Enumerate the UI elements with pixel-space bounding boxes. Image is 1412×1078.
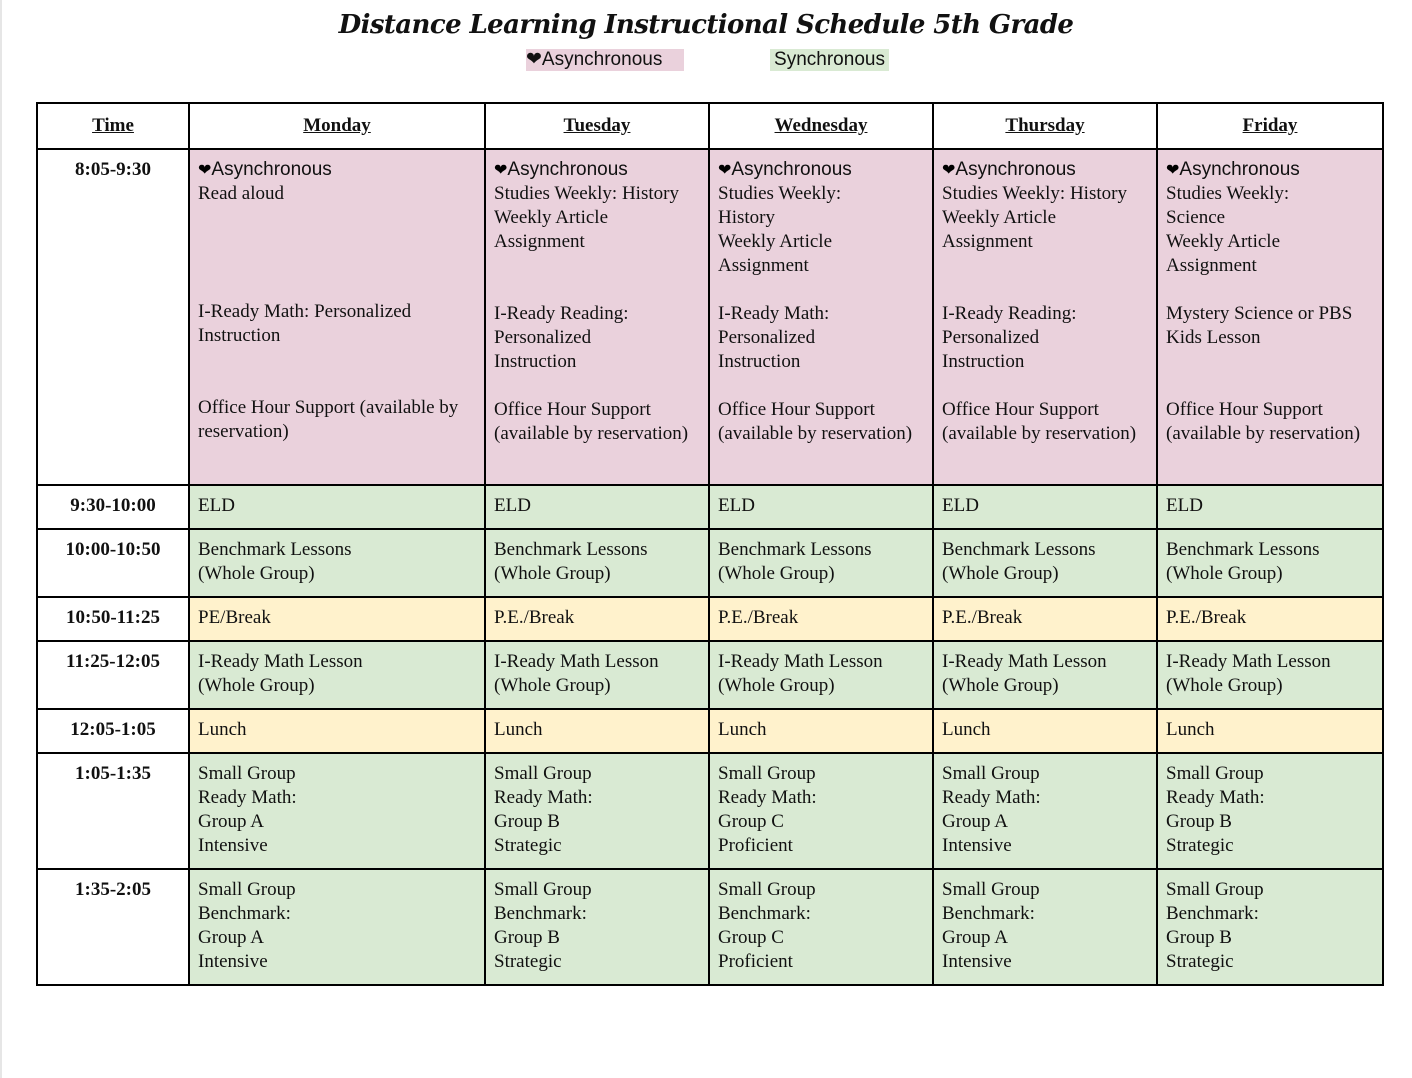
cell-text: Benchmark Lessons: [1166, 539, 1320, 560]
cell-wednesday: [709, 529, 933, 597]
cell-thursday: Lunch: [933, 709, 1157, 753]
cell-wednesday: ELD: [709, 485, 933, 529]
table-row: [37, 753, 1383, 869]
cell-text: Small Group: [494, 879, 592, 900]
async-label: Asynchronous: [731, 159, 852, 180]
cell-text: Assignment: [1166, 255, 1257, 276]
time-cell: 1:35-2:05: [37, 869, 189, 985]
cell-text: Studies Weekly:: [1166, 183, 1290, 204]
cell-monday: [189, 149, 485, 485]
schedule-table: [36, 102, 1384, 986]
cell-text: Weekly Article: [494, 207, 609, 228]
time-cell: 10:50-11:25: [37, 597, 189, 641]
async-label: Asynchronous: [507, 159, 628, 180]
cell-text: Group B: [1166, 811, 1232, 832]
page-title: Distance Learning Instructional Schedule 5th Grade: [338, 10, 1074, 40]
table-row: [37, 709, 1383, 753]
cell-text: I-Ready Math Lesson: [198, 651, 363, 672]
cell-text: Small Group: [942, 763, 1040, 784]
table-row: [37, 641, 1383, 709]
cell-text: Group A: [198, 811, 264, 832]
cell-text: Benchmark Lessons: [494, 539, 648, 560]
cell-tuesday: P.E./Break: [485, 597, 709, 641]
cell-text: I-Ready Math Lesson: [718, 651, 883, 672]
cell-text: Weekly Article: [718, 231, 833, 252]
cell-text: Proficient: [718, 835, 793, 856]
time-cell: 1:05-1:35: [37, 753, 189, 869]
cell-monday: [189, 753, 485, 869]
cell-text: Weekly Article: [942, 207, 1057, 228]
cell-text: (Whole Group): [942, 563, 1059, 584]
header-row: [37, 103, 1383, 149]
table-row: [37, 529, 1383, 597]
cell-text: Group A: [942, 811, 1008, 832]
cell-wednesday: [709, 869, 933, 985]
cell-text: Office Hour Support: [1166, 399, 1323, 420]
cell-text: Group C: [718, 927, 784, 948]
heart-icon: ❤: [494, 160, 508, 179]
cell-text: (Whole Group): [494, 675, 611, 696]
cell-text: I-Ready Math Lesson: [1166, 651, 1331, 672]
cell-text: (Whole Group): [1166, 675, 1283, 696]
cell-text: Small Group: [942, 879, 1040, 900]
cell-text: (Whole Group): [718, 675, 835, 696]
cell-text: Studies Weekly:: [718, 183, 842, 204]
cell-text: Intensive: [942, 835, 1012, 856]
cell-text: Benchmark:: [198, 903, 291, 924]
cell-thursday: P.E./Break: [933, 597, 1157, 641]
cell-wednesday: [709, 641, 933, 709]
cell-text: Read aloud: [198, 183, 285, 204]
cell-wednesday: [709, 753, 933, 869]
cell-thursday: [933, 753, 1157, 869]
table-row: [37, 485, 1383, 529]
cell-wednesday: P.E./Break: [709, 597, 933, 641]
cell-monday: [189, 641, 485, 709]
cell-text: Group B: [1166, 927, 1232, 948]
cell-text: Ready Math:: [1166, 787, 1265, 808]
cell-tuesday: [485, 529, 709, 597]
cell-thursday: [933, 869, 1157, 985]
cell-text: Weekly Article: [1166, 231, 1281, 252]
cell-text: Instruction: [942, 351, 1025, 372]
cell-text: Assignment: [718, 255, 809, 276]
time-cell: 11:25-12:05: [37, 641, 189, 709]
cell-text: Benchmark:: [494, 903, 587, 924]
cell-text: Group B: [494, 927, 560, 948]
cell-friday: Lunch: [1157, 709, 1383, 753]
cell-text: (available by reservation): [942, 423, 1137, 444]
cell-monday: ELD: [189, 485, 485, 529]
column-header-wednesday: Wednesday: [709, 103, 933, 149]
cell-thursday: [933, 529, 1157, 597]
legend-synchronous: Synchronous: [770, 49, 889, 71]
cell-text: I-Ready Math Lesson: [942, 651, 1107, 672]
cell-text: (Whole Group): [718, 563, 835, 584]
cell-friday: [1157, 869, 1383, 985]
column-header-thursday: Thursday: [933, 103, 1157, 149]
heart-icon: ❤: [942, 160, 956, 179]
cell-text: Group A: [942, 927, 1008, 948]
cell-wednesday: [709, 149, 933, 485]
cell-text: I-Ready Reading:: [942, 303, 1077, 324]
cell-text: Group B: [494, 811, 560, 832]
cell-text: Benchmark:: [1166, 903, 1259, 924]
cell-monday: PE/Break: [189, 597, 485, 641]
cell-text: Small Group: [718, 879, 816, 900]
cell-text: Intensive: [198, 951, 268, 972]
table-row: [37, 869, 1383, 985]
cell-text: Instruction: [718, 351, 801, 372]
cell-text: Strategic: [494, 951, 562, 972]
cell-tuesday: [485, 641, 709, 709]
async-label: Asynchronous: [1179, 159, 1300, 180]
cell-friday: ELD: [1157, 485, 1383, 529]
cell-tuesday: [485, 149, 709, 485]
cell-text: Benchmark:: [942, 903, 1035, 924]
cell-text: Office Hour Support: [718, 399, 875, 420]
cell-monday: Lunch: [189, 709, 485, 753]
heart-icon: ❤: [1166, 160, 1180, 179]
cell-text: Personalized: [718, 327, 816, 348]
async-label: Asynchronous: [955, 159, 1076, 180]
cell-wednesday: Lunch: [709, 709, 933, 753]
cell-text: Studies Weekly: History: [494, 183, 679, 204]
cell-text: Office Hour Support: [942, 399, 1099, 420]
cell-friday: [1157, 149, 1383, 485]
cell-monday: [189, 529, 485, 597]
cell-thursday: [933, 149, 1157, 485]
time-cell: 8:05-9:30: [37, 149, 189, 485]
cell-text: Group A: [198, 927, 264, 948]
cell-text: Strategic: [1166, 951, 1234, 972]
cell-text: I-Ready Math:: [718, 303, 830, 324]
column-header-tuesday: Tuesday: [485, 103, 709, 149]
cell-friday: [1157, 529, 1383, 597]
cell-text: Strategic: [1166, 835, 1234, 856]
cell-text: Science: [1166, 207, 1226, 228]
cell-text: (available by reservation): [494, 423, 689, 444]
cell-text: (Whole Group): [494, 563, 611, 584]
time-cell: 9:30-10:00: [37, 485, 189, 529]
cell-text: Ready Math:: [198, 787, 297, 808]
cell-text: Ready Math:: [942, 787, 1041, 808]
cell-monday: [189, 869, 485, 985]
table-row: [37, 597, 1383, 641]
cell-text: Intensive: [198, 835, 268, 856]
cell-text: Benchmark Lessons: [942, 539, 1096, 560]
cell-thursday: [933, 641, 1157, 709]
cell-text: Small Group: [1166, 879, 1264, 900]
cell-text: Intensive: [942, 951, 1012, 972]
time-cell: 12:05-1:05: [37, 709, 189, 753]
legend-asynchronous: ❤Asynchronous: [526, 49, 684, 71]
cell-text: Benchmark Lessons: [198, 539, 352, 560]
cell-text: (available by reservation): [1166, 423, 1361, 444]
cell-text: Personalized: [942, 327, 1040, 348]
cell-text: Office Hour Support (available by reservation): [198, 397, 459, 442]
cell-text: Benchmark:: [718, 903, 811, 924]
cell-text: (Whole Group): [1166, 563, 1283, 584]
cell-text: Small Group: [718, 763, 816, 784]
cell-text: Ready Math:: [718, 787, 817, 808]
cell-text: I-Ready Math Lesson: [494, 651, 659, 672]
cell-text: Office Hour Support: [494, 399, 651, 420]
cell-text: (Whole Group): [942, 675, 1059, 696]
cell-text: Studies Weekly: History: [942, 183, 1127, 204]
cell-text: (Whole Group): [198, 563, 315, 584]
cell-tuesday: ELD: [485, 485, 709, 529]
cell-text: Mystery Science or PBS: [1166, 303, 1353, 324]
cell-text: Group C: [718, 811, 784, 832]
cell-text: Assignment: [942, 231, 1033, 252]
cell-text: Instruction: [494, 351, 577, 372]
cell-text: Small Group: [494, 763, 592, 784]
cell-text: I-Ready Math: Personalized Instruction: [198, 301, 412, 346]
cell-text: Strategic: [494, 835, 562, 856]
column-header-monday: Monday: [189, 103, 485, 149]
table-row: [37, 149, 1383, 485]
cell-friday: P.E./Break: [1157, 597, 1383, 641]
heart-icon: ❤: [718, 160, 732, 179]
column-header-time: Time: [37, 103, 189, 149]
cell-text: Proficient: [718, 951, 793, 972]
cell-text: Assignment: [494, 231, 585, 252]
cell-tuesday: Lunch: [485, 709, 709, 753]
cell-tuesday: [485, 869, 709, 985]
cell-text: Ready Math:: [494, 787, 593, 808]
cell-text: Small Group: [198, 763, 296, 784]
cell-thursday: ELD: [933, 485, 1157, 529]
cell-text: I-Ready Reading:: [494, 303, 629, 324]
cell-text: Kids Lesson: [1166, 327, 1261, 348]
cell-text: Small Group: [198, 879, 296, 900]
cell-friday: [1157, 753, 1383, 869]
cell-text: Benchmark Lessons: [718, 539, 872, 560]
cell-text: Small Group: [1166, 763, 1264, 784]
cell-text: History: [718, 207, 775, 228]
time-cell: 10:00-10:50: [37, 529, 189, 597]
cell-tuesday: [485, 753, 709, 869]
cell-text: (available by reservation): [718, 423, 913, 444]
cell-text: Personalized: [494, 327, 592, 348]
cell-friday: [1157, 641, 1383, 709]
cell-text: (Whole Group): [198, 675, 315, 696]
page-edge: [0, 0, 2, 1078]
async-label: Asynchronous: [211, 159, 332, 180]
column-header-friday: Friday: [1157, 103, 1383, 149]
heart-icon: ❤: [198, 160, 212, 179]
